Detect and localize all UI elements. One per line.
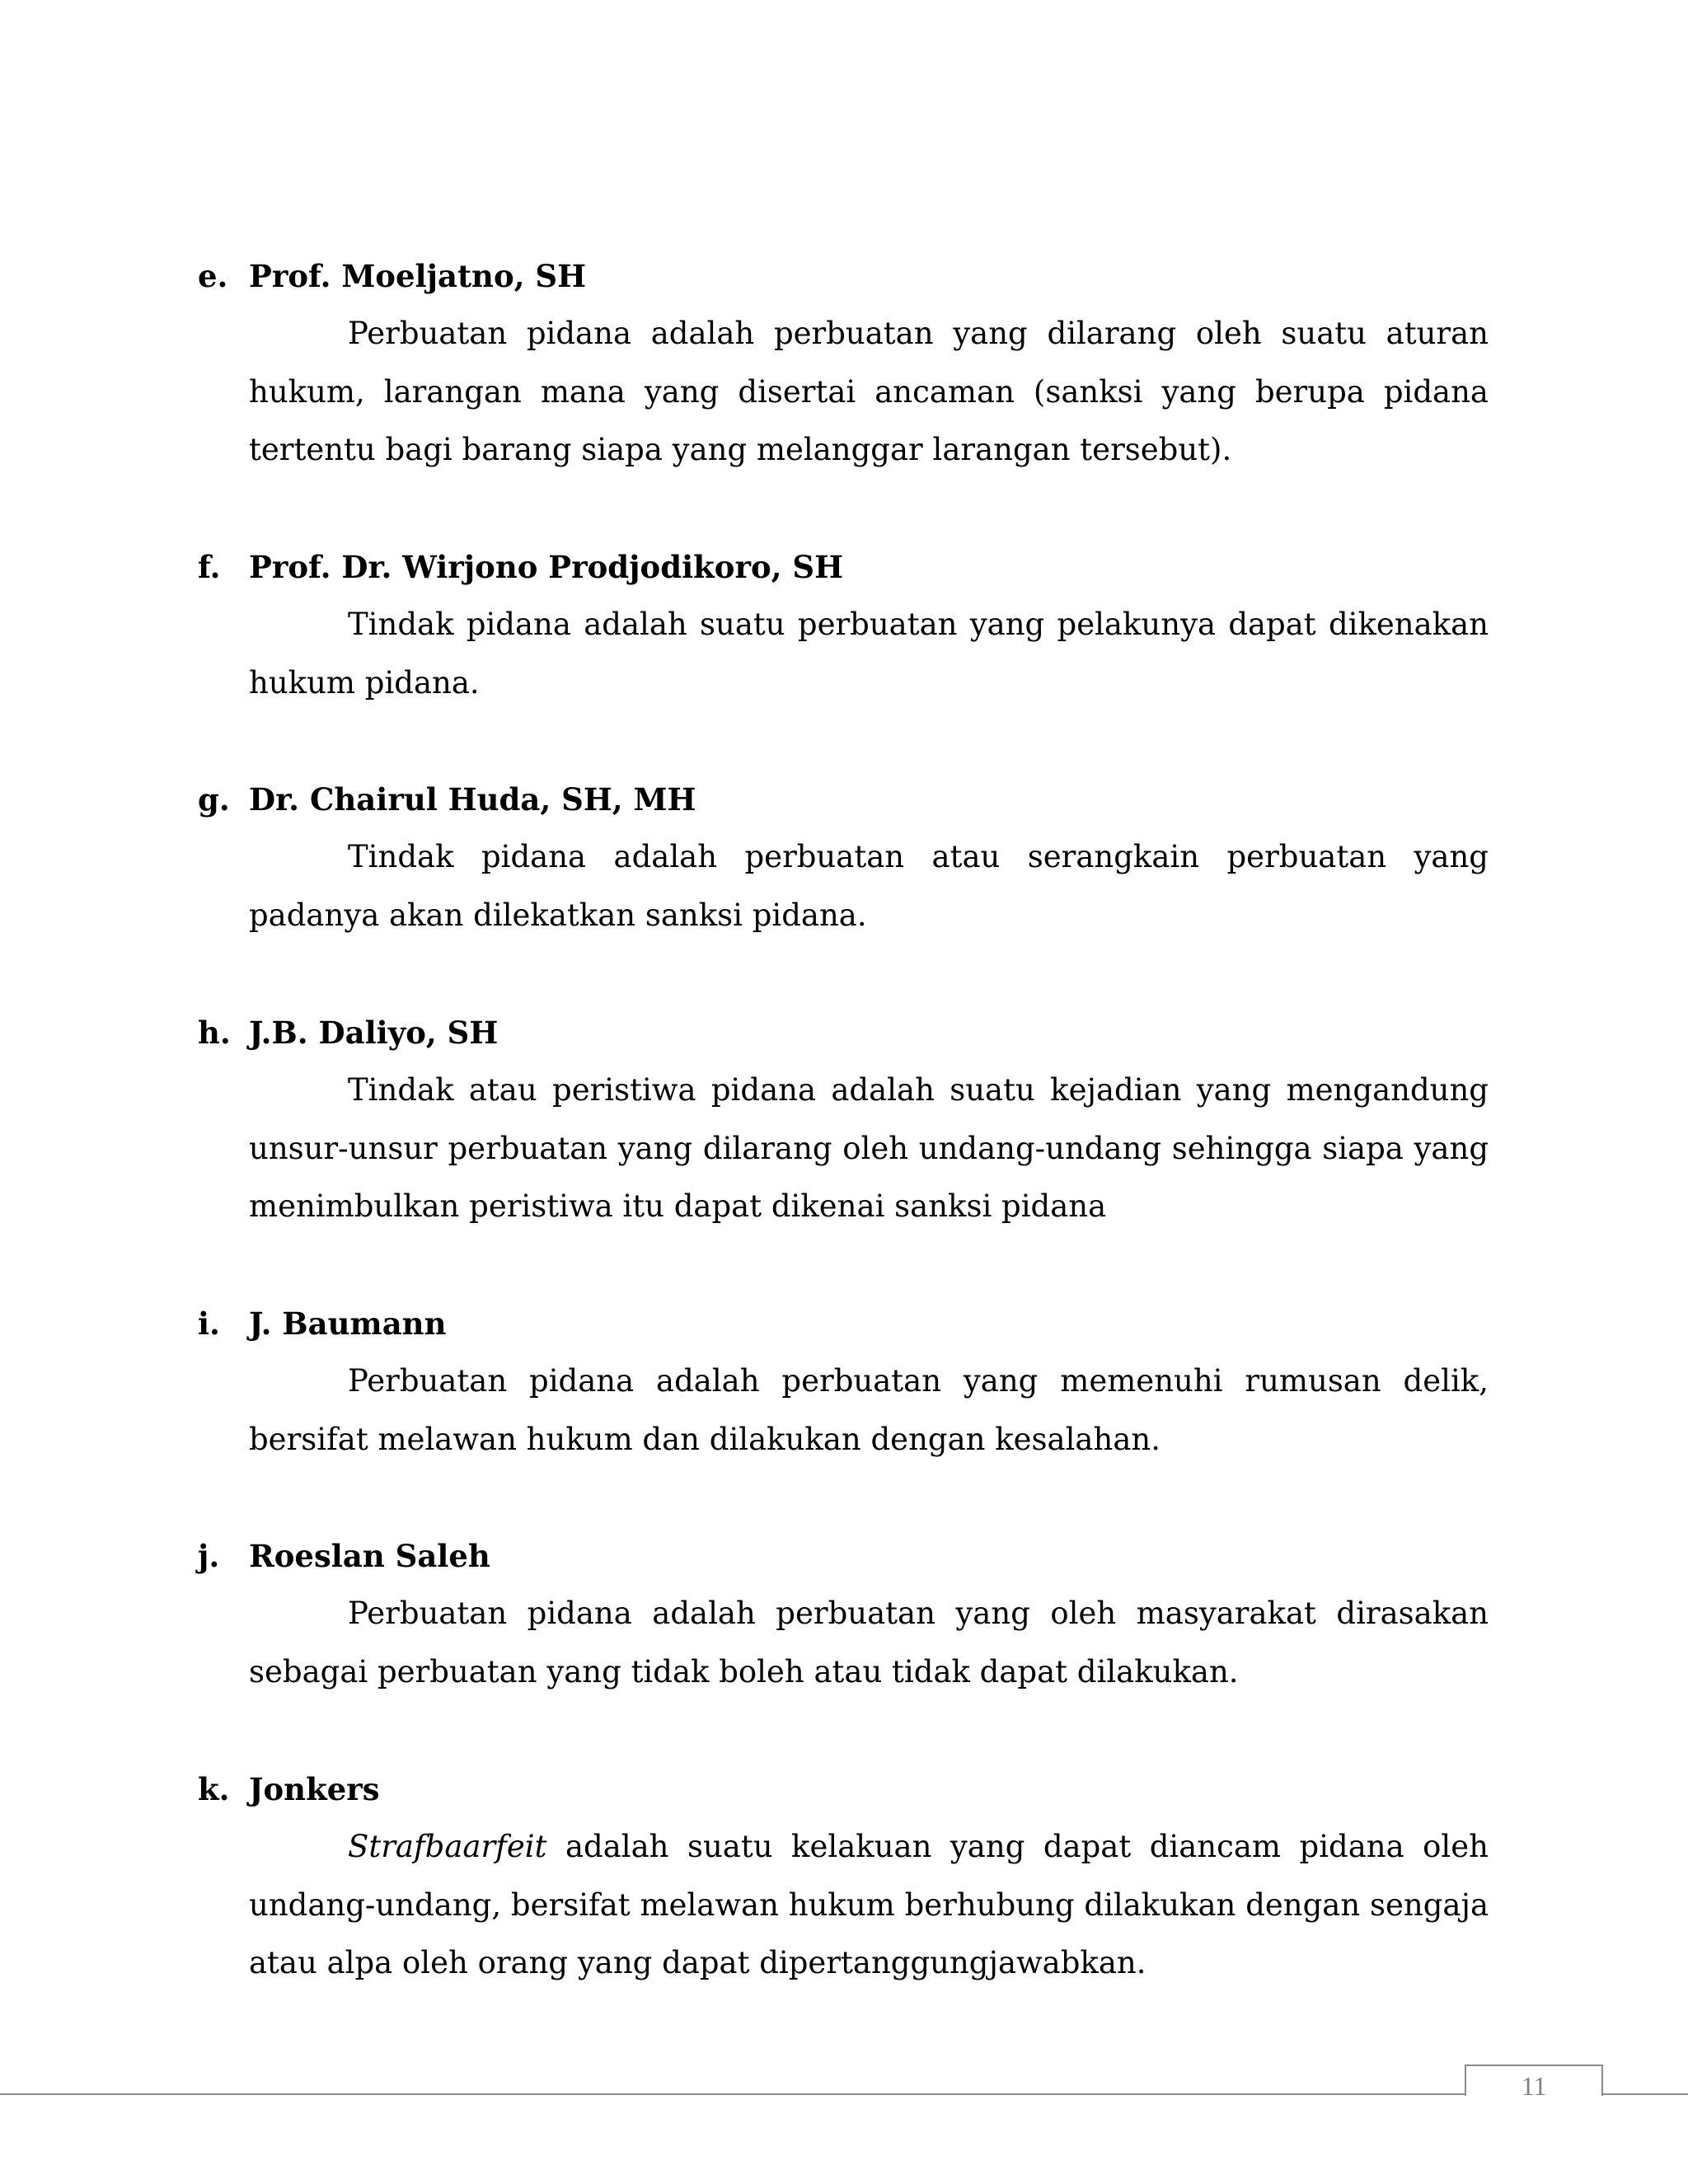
entry-letter: f.: [198, 549, 221, 585]
entry-definition-text: Perbuatan pidana adalah perbuatan yang oleh masyarakat dirasakan sebagai perbuatan yang tidak boleh atau tidak dapat dilakukan.: [249, 1596, 1489, 1690]
entry-definition-text: Tindak atau peristiwa pidana adalah suatu kejadian yang mengandung unsur-unsur perbuatan yang dilarang oleh undang-undang sehingga siapa yang menimbulkan peristiwa itu dapat dikenai sanksi pidana: [249, 1072, 1489, 1224]
entry-letter: k.: [198, 1771, 230, 1807]
entry-heading: [198, 1760, 1489, 1818]
entry-letter: h.: [198, 1015, 231, 1051]
entry-author-name: Jonkers: [249, 1771, 380, 1807]
page-number-box: [1465, 2064, 1603, 2101]
entry-author-name: J.B. Daliyo, SH: [249, 1015, 499, 1051]
entry-definition-text: Perbuatan pidana adalah perbuatan yang dilarang oleh suatu aturan hukum, larangan mana yang disertai ancaman (sanksi yang berupa pidana tertentu bagi barang siapa yang melanggar larangan tersebut).: [249, 316, 1489, 467]
page-number: 11: [1521, 2071, 1547, 2101]
entry-letter: j.: [198, 1538, 220, 1574]
entry-heading: [198, 1004, 1489, 1062]
definition-entry-g: [198, 771, 1489, 944]
definition-entry-j: [198, 1527, 1489, 1701]
entry-author-name: J. Baumann: [249, 1305, 447, 1342]
entry-definition-text: Tindak pidana adalah suatu perbuatan yang pelakunya dapat dikenakan hukum pidana.: [249, 607, 1489, 701]
entry-letter: g.: [198, 781, 230, 818]
italic-term: Strafbaarfeit: [348, 1829, 547, 1864]
entry-author-name: Prof. Moeljatno, SH: [249, 258, 587, 294]
entry-definition-rest: adalah suatu kelakuan yang dapat diancam pidana oleh undang-undang, bersifat melawan hukum berhubung dilakukan dengan sengaja atau alpa oleh orang yang dapat dipertanggungjawabkan.: [249, 1829, 1489, 1980]
entry-heading: [198, 1295, 1489, 1352]
entry-heading: [198, 771, 1489, 828]
entry-definition-text: Perbuatan pidana adalah perbuatan yang memenuhi rumusan delik, bersifat melawan hukum dan dilakukan dengan kesalahan.: [249, 1363, 1489, 1457]
entry-author-name: Dr. Chairul Huda, SH, MH: [249, 781, 696, 818]
definition-entry-f: [198, 538, 1489, 712]
entry-letter: i.: [198, 1305, 220, 1342]
definition-entry-i: [198, 1295, 1489, 1469]
definition-entry-k: [198, 1760, 1489, 1993]
definition-entry-e: [198, 247, 1489, 480]
entry-definition-text: Tindak pidana adalah perbuatan atau serangkain perbuatan yang padanya akan dilekatkan sanksi pidana.: [249, 839, 1489, 933]
entry-author-name: Prof. Dr. Wirjono Prodjodikoro, SH: [249, 549, 844, 585]
definition-entry-h: [198, 1004, 1489, 1236]
entry-heading: [198, 538, 1489, 596]
entry-heading: [198, 247, 1489, 305]
entry-heading: [198, 1527, 1489, 1585]
entry-definition-text: [249, 1818, 1489, 1993]
entry-author-name: Roeslan Saleh: [249, 1538, 490, 1574]
footer-rule: [0, 2093, 1688, 2095]
entry-letter: e.: [198, 258, 228, 294]
